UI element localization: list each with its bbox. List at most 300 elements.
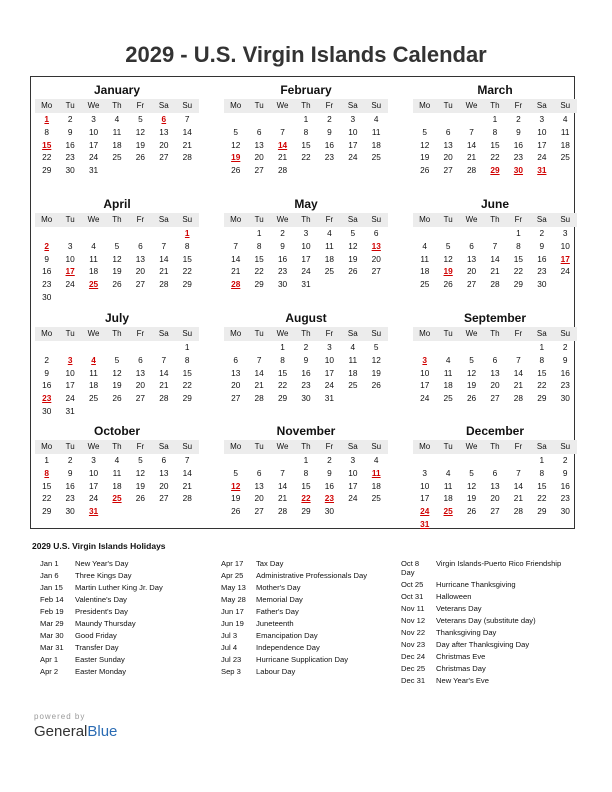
day-cell: 30 [42,405,52,416]
day-cell: 26 [466,393,477,404]
day-cell: 21 [159,266,169,277]
day-cell: 25 [443,506,453,517]
holiday-date: Apr 17 [221,559,244,568]
weekday-label: Fr [514,215,523,224]
week-row [413,126,577,139]
day-cell: 2 [44,240,50,251]
brand-general: General [34,723,88,740]
empty-day [271,454,294,467]
weekday-header [35,327,199,341]
day-cell: 22 [277,380,288,391]
day-cell: 8 [44,126,50,137]
day-cell: 2 [562,455,568,465]
week-row [224,126,388,139]
day-cell: 10 [420,367,430,378]
day-cell: 8 [280,354,285,365]
day-cell: 10 [324,354,335,365]
brand-name [34,723,117,740]
month-name: February [280,83,332,97]
day-cell: 1 [256,228,262,238]
month-name: March [477,83,513,97]
empty-day [105,291,128,304]
weekday-label: Tu [65,329,75,338]
day-cell: 23 [65,493,75,504]
day-cell: 1 [492,114,498,124]
weekday-label: Su [371,101,382,110]
day-cell: 3 [422,354,428,365]
holiday-name: Father's Day [256,607,299,616]
empty-day [224,113,247,126]
day-cell: 3 [350,114,356,124]
day-cell: 11 [443,367,453,378]
empty-day [460,227,483,240]
holiday-item [401,592,576,601]
weekday-label: Mo [230,442,242,451]
empty-day [105,405,128,418]
holiday-item [221,607,396,616]
day-cell: 22 [42,152,52,163]
day-cell: 10 [560,240,570,251]
day-cell: 12 [135,467,146,478]
day-cell: 27 [443,165,453,176]
day-cell: 29 [42,506,52,517]
holiday-item [40,631,215,640]
day-cell: 25 [420,279,430,290]
empty-day [365,278,388,291]
day-cell: 27 [135,393,146,404]
day-cell: 9 [303,354,309,365]
day-cell: 23 [42,393,52,404]
empty-day [58,291,81,304]
weekday-label: Mo [419,442,431,451]
holiday-item [221,559,396,568]
day-cell: 10 [348,126,358,137]
week-row [413,253,577,266]
week-row [224,379,388,392]
week-row [413,139,577,152]
weekday-label: Sa [347,215,358,224]
weekday-label: We [276,101,289,110]
holiday-item [401,604,576,613]
holiday-date: Jan 15 [40,583,63,592]
day-cell: 3 [303,228,309,238]
day-cell: 7 [280,126,285,137]
day-cell: 18 [348,367,358,378]
day-cell: 15 [182,367,192,378]
day-cell: 11 [371,126,381,137]
day-cell: 21 [490,266,500,277]
day-cell: 27 [490,393,500,404]
holiday-name: New Year's Day [75,559,129,568]
holiday-item [40,583,215,592]
day-cell: 28 [490,279,500,290]
month-name: December [465,424,525,438]
weekday-label: Sa [536,329,547,338]
weekday-label: Tu [443,101,453,110]
brand-blue: Blue [87,723,118,740]
weekday-label: Mo [230,101,242,110]
day-cell: 9 [562,354,568,365]
day-cell: 21 [277,493,288,504]
day-cell: 20 [159,139,169,150]
empty-day [554,164,577,177]
day-cell: 13 [254,480,264,491]
day-cell: 24 [560,266,570,277]
day-cell: 8 [184,240,190,251]
week-row [224,480,388,493]
holiday-name: Christmas Day [436,664,486,673]
holiday-date: May 28 [221,595,246,604]
day-cell: 8 [516,240,521,251]
day-cell: 14 [277,480,288,491]
day-cell: 21 [254,380,264,391]
day-cell: 30 [560,393,570,404]
holiday-name: Valentine's Day [75,595,127,604]
day-cell: 5 [350,228,356,238]
day-cell: 14 [159,253,169,264]
empty-day [460,113,483,126]
empty-day [129,341,152,354]
week-row [35,139,199,152]
day-cell: 5 [373,342,379,352]
day-cell: 26 [112,279,122,290]
empty-day [129,505,152,518]
day-cell: 19 [420,152,430,163]
week-row [35,126,199,139]
weekday-label: We [465,329,478,338]
holiday-name: Administrative Professionals Day [256,571,367,580]
week-row [413,379,577,392]
month-name: May [294,197,318,211]
day-cell: 23 [560,380,570,391]
day-cell: 8 [539,354,545,365]
weekday-label: Mo [41,215,53,224]
day-cell: 5 [469,354,474,365]
day-cell: 26 [420,165,430,176]
empty-day [224,227,247,240]
week-row [224,354,388,367]
empty-day [436,341,459,354]
day-cell: 3 [539,114,545,124]
weekday-label: Su [560,442,571,451]
day-cell: 22 [490,152,500,163]
day-cell: 21 [513,380,524,391]
week-row [224,164,388,177]
holiday-name: Juneteenth [256,619,294,628]
day-cell: 26 [112,393,122,404]
holiday-name: Tax Day [256,559,284,568]
day-cell: 19 [231,152,241,163]
day-cell: 17 [65,380,75,391]
day-cell: 2 [303,342,309,352]
day-cell: 30 [560,506,570,517]
weekday-label: Th [301,101,311,110]
week-row [35,367,199,380]
day-cell: 22 [301,152,311,163]
day-cell: 20 [135,266,146,277]
day-cell: 25 [348,380,358,391]
empty-day [152,405,175,418]
day-cell: 6 [138,354,143,365]
empty-day [341,392,364,405]
week-row [35,113,199,126]
day-cell: 19 [443,266,453,277]
day-cell: 30 [301,393,311,404]
day-cell: 7 [280,467,285,478]
day-cell: 23 [537,266,547,277]
day-cell: 25 [88,393,99,404]
weekday-label: Fr [136,215,145,224]
day-cell: 25 [324,266,335,277]
empty-day [365,392,388,405]
day-cell: 19 [371,367,381,378]
holiday-date: Dec 24 [401,652,426,661]
holiday-item [40,667,215,676]
holiday-item [401,559,576,577]
day-cell: 4 [350,342,356,352]
weekday-label: Th [490,329,500,338]
empty-day [247,454,270,467]
day-cell: 13 [254,139,264,150]
empty-day [247,113,270,126]
day-cell: 23 [560,493,570,504]
day-cell: 29 [42,165,52,176]
empty-day [483,341,506,354]
holiday-column [221,559,396,679]
holiday-date: Jan 1 [40,559,59,568]
month-july [35,311,199,418]
day-cell: 2 [562,342,568,352]
weekday-label: Tu [65,101,75,110]
weekday-label: Tu [254,329,264,338]
empty-day [507,454,530,467]
holiday-name: Mother's Day [256,583,301,592]
weekday-label: Su [182,215,193,224]
day-cell: 28 [182,152,192,163]
empty-day [436,454,459,467]
day-cell: 28 [182,493,192,504]
week-row [413,505,577,518]
day-cell: 19 [466,493,477,504]
week-row [35,240,199,253]
day-cell: 29 [513,279,524,290]
day-cell: 14 [490,253,500,264]
weekday-label: Fr [325,329,334,338]
day-cell: 15 [42,139,52,150]
weekday-label: Fr [514,442,523,451]
day-cell: 21 [182,139,192,150]
day-cell: 13 [371,240,381,251]
day-cell: 9 [539,240,545,251]
day-cell: 12 [112,253,122,264]
day-cell: 4 [562,114,568,124]
weekday-label: Sa [347,329,358,338]
week-row [35,480,199,493]
holiday-item [40,643,215,652]
weekday-label: Th [112,101,122,110]
day-cell: 2 [44,354,50,365]
week-row [35,392,199,405]
day-cell: 5 [233,126,239,137]
day-cell: 23 [324,493,335,504]
empty-day [82,291,105,304]
week-row [413,265,577,278]
empty-day [365,164,388,177]
weekday-label: Fr [514,101,523,110]
holiday-name: Martin Luther King Jr. Day [75,583,163,592]
day-cell: 5 [138,114,143,124]
weekday-label: Mo [41,329,53,338]
empty-day [129,227,152,240]
day-cell: 27 [254,165,264,176]
empty-day [365,505,388,518]
weekday-label: Th [301,215,311,224]
day-cell: 31 [324,393,335,404]
weekday-label: Sa [536,101,547,110]
day-cell: 1 [184,342,190,352]
day-cell: 24 [348,152,358,163]
week-row [35,151,199,164]
weekday-label: Sa [536,442,547,451]
day-cell: 3 [562,228,568,238]
day-cell: 13 [490,367,500,378]
holiday-name: Thanksgiving Day [436,628,497,637]
day-cell: 8 [539,467,545,478]
day-cell: 7 [516,354,521,365]
empty-day [129,164,152,177]
day-cell: 9 [327,467,332,478]
day-cell: 24 [348,493,358,504]
day-cell: 27 [254,506,264,517]
day-cell: 7 [184,114,190,124]
day-cell: 18 [112,480,122,491]
week-row [224,492,388,505]
holiday-item [221,655,396,664]
day-cell: 14 [182,126,192,137]
day-cell: 15 [254,253,264,264]
holidays-title: 2029 U.S. Virgin Islands Holidays [32,541,166,551]
day-cell: 14 [513,480,524,491]
week-row [224,392,388,405]
day-cell: 22 [42,493,52,504]
day-cell: 16 [301,367,311,378]
day-cell: 28 [277,506,288,517]
weekday-label: We [87,329,100,338]
holiday-date: Nov 12 [401,616,426,625]
weekday-label: Tu [443,329,453,338]
day-cell: 29 [301,506,311,517]
weekday-label: Th [490,215,500,224]
holiday-item [40,571,215,580]
weekday-label: Tu [65,215,75,224]
day-cell: 7 [161,354,167,365]
day-cell: 2 [67,114,73,124]
day-cell: 26 [231,165,241,176]
empty-day [152,291,175,304]
week-row [224,227,388,240]
day-cell: 4 [114,455,120,465]
day-cell: 14 [277,139,288,150]
empty-day [507,518,530,531]
weekday-label: Th [112,215,122,224]
day-cell: 4 [445,467,451,478]
empty-day [460,454,483,467]
weekday-label: Mo [419,329,431,338]
day-cell: 28 [254,393,264,404]
day-cell: 30 [277,279,288,290]
day-cell: 17 [65,266,75,277]
weekday-label: Th [112,329,122,338]
weekday-label: Mo [419,215,431,224]
day-cell: 31 [537,165,547,176]
weekday-header [224,99,388,113]
day-cell: 24 [420,393,430,404]
day-cell: 2 [327,455,332,465]
holiday-item [221,643,396,652]
day-cell: 31 [301,279,311,290]
holiday-item [401,580,576,589]
holiday-name: New Year's Eve [436,676,489,685]
day-cell: 16 [324,139,335,150]
day-cell: 30 [65,506,75,517]
day-cell: 22 [182,380,192,391]
holiday-item [401,664,576,673]
weekday-label: Sa [347,101,358,110]
day-cell: 21 [182,480,192,491]
holiday-column [40,559,215,679]
day-cell: 6 [373,228,379,238]
day-cell: 25 [560,152,570,163]
day-cell: 12 [135,126,146,137]
day-cell: 11 [560,126,570,137]
day-cell: 5 [138,455,143,465]
holiday-name: Memorial Day [256,595,303,604]
week-row [413,151,577,164]
day-cell: 23 [324,152,335,163]
day-cell: 1 [303,455,309,465]
day-cell: 5 [114,240,120,251]
weekday-label: Mo [41,442,53,451]
weekday-label: We [87,215,100,224]
weekday-label: Mo [41,101,53,110]
day-cell: 24 [324,380,335,391]
day-cell: 29 [537,506,547,517]
weekday-label: Th [301,442,311,451]
month-december [413,424,577,531]
day-cell: 13 [159,467,169,478]
empty-day [82,341,105,354]
day-cell: 27 [135,279,146,290]
day-cell: 17 [88,139,99,150]
empty-day [294,164,317,177]
weekday-label: Th [490,442,500,451]
day-cell: 28 [231,279,241,290]
week-row [224,113,388,126]
day-cell: 1 [516,228,521,238]
day-cell: 7 [516,467,521,478]
day-cell: 30 [513,165,524,176]
weekday-header [35,440,199,454]
day-cell: 21 [159,380,169,391]
day-cell: 4 [91,240,96,251]
holiday-name: Virgin Islands-Puerto Rico Friendship Day [401,559,562,577]
day-cell: 15 [513,253,524,264]
week-row [413,518,577,531]
day-cell: 11 [443,480,453,491]
day-cell: 1 [539,455,545,465]
week-row [413,480,577,493]
day-cell: 19 [231,493,241,504]
